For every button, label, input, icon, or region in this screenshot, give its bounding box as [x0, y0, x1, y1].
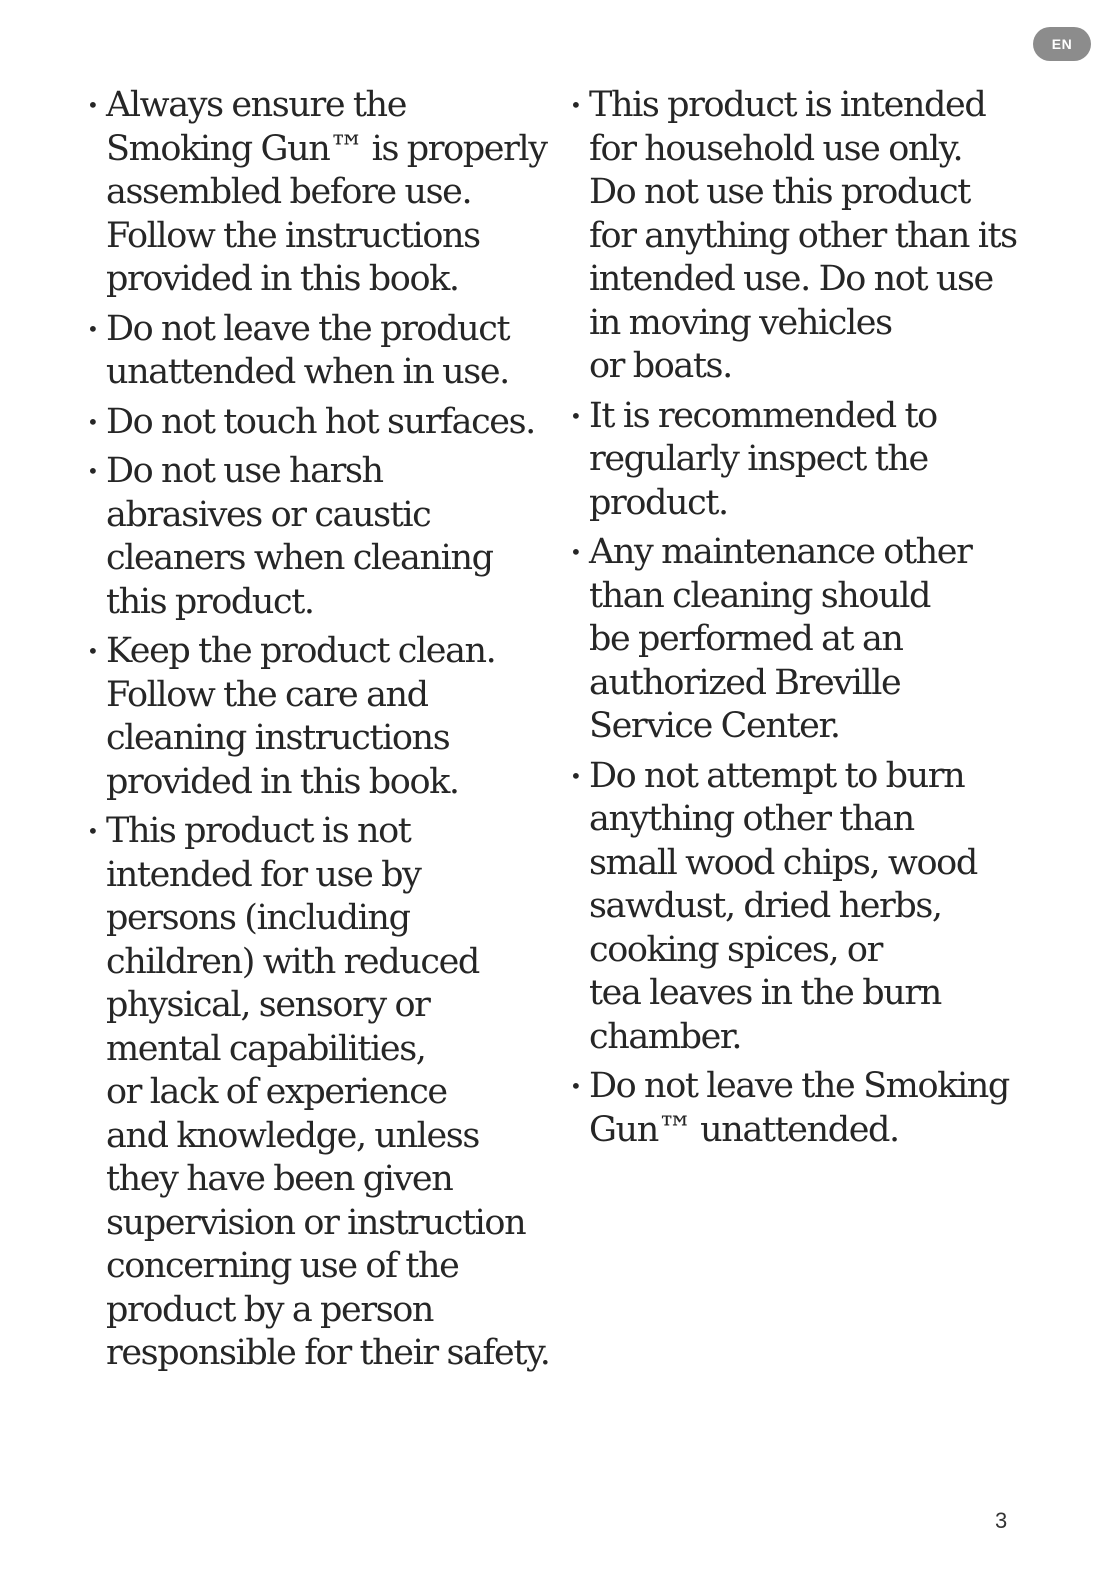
safety-list-left [87, 84, 557, 1382]
list-item: • Do not attempt to burn anything other than small wood chips, wood sawdust, dried herbs, cooking spices, or tea leaves in the burn chamber. [570, 755, 1040, 1060]
safety-list-right [570, 84, 1040, 1158]
list-item: • Any maintenance other than cleaning should be performed at an authorized Breville Service Center. [570, 531, 1040, 749]
language-badge: EN [1033, 27, 1091, 61]
list-item: • Do not leave the Smoking Gun™ unattended. [570, 1065, 1040, 1152]
list-item: • This product is intended for household use only. Do not use this product for anything other than its intended use. Do not use in moving vehicles or boats. [570, 84, 1040, 389]
list-item: • Do not use harsh abrasives or caustic cleaners when cleaning this product. [87, 450, 557, 624]
list-item: • Always ensure the Smoking Gun™ is properly assembled before use. Follow the instructions provided in this book. [87, 84, 557, 302]
list-item: • This product is not intended for use by persons (including children) with reduced physical, sensory or mental capabilities, or lack of experience and knowledge, unless they have been given supervision or instruction concerning use of the product by a person responsible for their safety. [87, 810, 557, 1376]
list-item: • Do not touch hot surfaces. [87, 401, 557, 445]
list-item: • Keep the product clean. Follow the care and cleaning instructions provided in this book. [87, 630, 557, 804]
list-item: • It is recommended to regularly inspect the product. [570, 395, 1040, 526]
page-number: 3 [995, 1508, 1008, 1533]
list-item: • Do not leave the product unattended when in use. [87, 308, 557, 395]
